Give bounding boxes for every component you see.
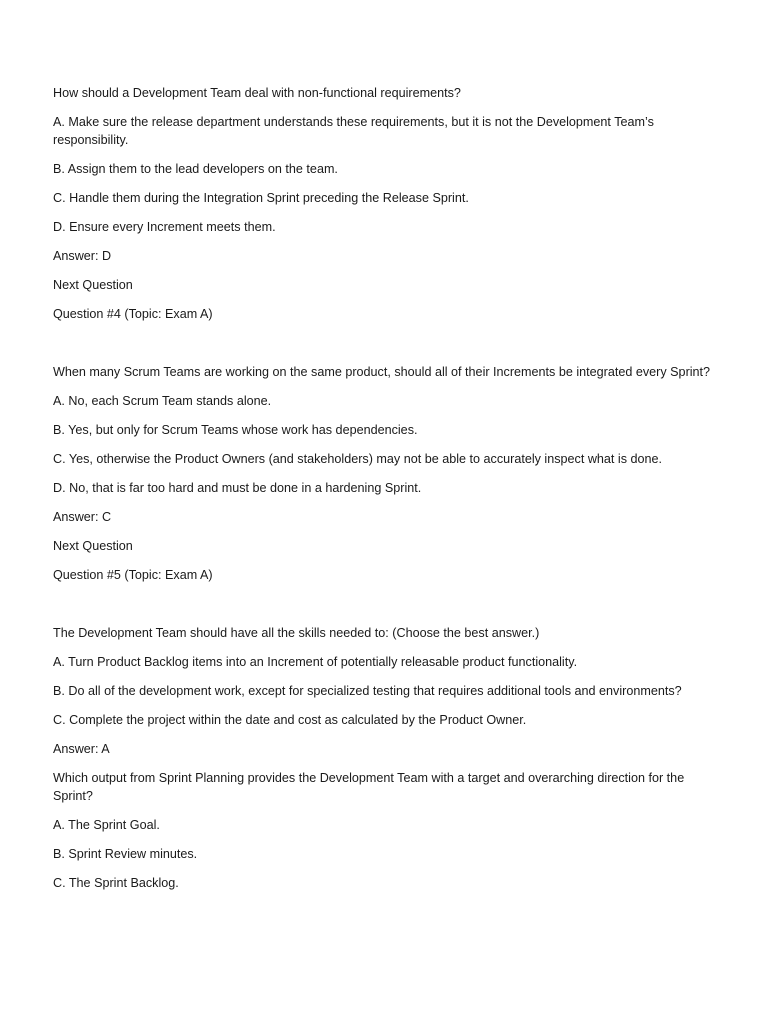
answer-option-a: A. Make sure the release department understands these requirements, but it is not the Development Team’s responsibility.	[53, 115, 654, 147]
answer-key: Answer: C	[53, 510, 112, 524]
answer-option-d: D. No, that is far too hard and must be done in a hardening Sprint.	[53, 481, 422, 495]
answer-option-c: C. The Sprint Backlog.	[53, 876, 179, 890]
answer-option-a: A. The Sprint Goal.	[53, 818, 160, 832]
question-text: The Development Team should have all the skills needed to: (Choose the best answer.)	[53, 626, 540, 640]
next-question-text: Next Question	[53, 539, 133, 553]
answer-key: Answer: D	[53, 249, 112, 263]
question-text: Which output from Sprint Planning provides the Development Team with a target and overarching direction for the Sprint?	[53, 771, 685, 803]
answer-option-a: A. No, each Scrum Team stands alone.	[53, 394, 272, 408]
question-header: Question #4 (Topic: Exam A)	[53, 307, 213, 321]
answer-option-c: C. Handle them during the Integration Sprint preceding the Release Sprint.	[53, 191, 469, 205]
next-question-text: Next Question	[53, 278, 133, 292]
question-text: When many Scrum Teams are working on the same product, should all of their Increments be integrated every Sprint?	[53, 365, 711, 379]
answer-option-a: A. Turn Product Backlog items into an Increment of potentially releasable product functionality.	[53, 655, 578, 669]
question-header: Question #5 (Topic: Exam A)	[53, 568, 213, 582]
answer-option-b: B. Assign them to the lead developers on the team.	[53, 162, 338, 176]
answer-option-b: B. Sprint Review minutes.	[53, 847, 198, 861]
answer-option-c: C. Complete the project within the date and cost as calculated by the Product Owner.	[53, 713, 527, 727]
section-gap	[53, 334, 713, 363]
answer-option-b: B. Do all of the development work, except for specialized testing that requires additional tools and environments?	[53, 684, 682, 698]
answer-option-b: B. Yes, but only for Scrum Teams whose work has dependencies.	[53, 423, 418, 437]
section-gap	[53, 595, 713, 624]
answer-option-d: D. Ensure every Increment meets them.	[53, 220, 276, 234]
question-text: How should a Development Team deal with non-functional requirements?	[53, 86, 461, 100]
document-body	[53, 84, 713, 903]
answer-option-c: C. Yes, otherwise the Product Owners (and stakeholders) may not be able to accurately inspect what is done.	[53, 452, 663, 466]
answer-key: Answer: A	[53, 742, 110, 756]
